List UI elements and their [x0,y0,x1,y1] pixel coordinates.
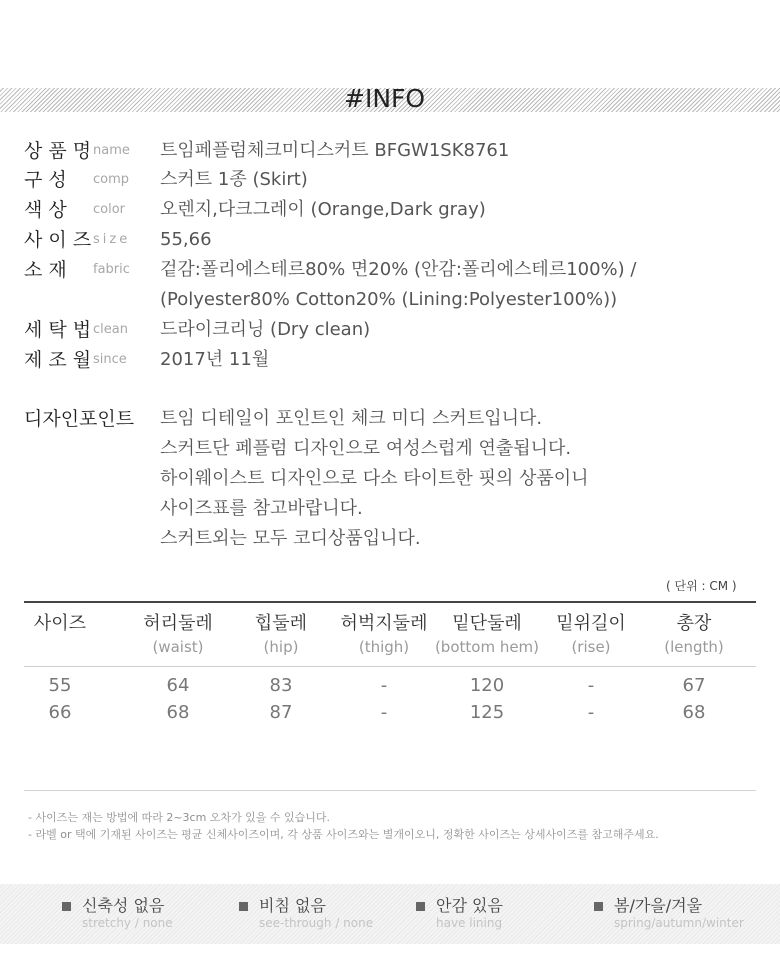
table-header-rise [531,612,651,658]
table-cell: - [380,675,388,696]
design-point-label: 디자인포인트 [24,408,135,430]
info-value: 트임페플럼체크미디스커트 BFGW1SK8761 [160,140,510,161]
section-title: #INFO [344,84,426,113]
table-cell: 83 [269,675,293,696]
design-line: 하이웨이스트 디자인으로 다소 타이트한 핏의 상품이니 [160,468,589,489]
info-label: 사 이 즈 [24,229,92,251]
feature-sub: stretchy / none [82,916,173,930]
header-ko: 힙둘레 [254,613,308,634]
table-cell: 125 [469,702,505,723]
info-sub-label: clean [93,322,128,337]
design-line: 트임 디테일이 포인트인 체크 미디 스커트입니다. [160,408,543,429]
info-sub-label: comp [93,172,130,187]
header-ko: 허벅지둘레 [340,613,428,634]
header-en: (hip) [263,638,299,656]
unit-note: ( 단위 : CM ) [666,579,737,593]
design-line: 사이즈표를 참고바랍니다. [160,498,363,519]
table-cell: - [587,702,595,723]
table-header-hip [221,612,341,658]
table-header-hem [427,612,547,658]
table-cell: 120 [469,675,505,696]
info-label: 색 상 [24,199,67,221]
info-value: 스커트 1종 (Skirt) [160,169,308,190]
feature-label: 비침 없음 [259,896,326,915]
info-value: 겉감:폴리에스테르80% 면20% (안감:폴리에스테르100%) / [160,259,637,280]
bullet-square-icon [62,902,71,911]
info-sub-label: size [93,232,131,247]
table-bottom-rule [24,790,756,791]
info-value: (Polyester80% Cotton20% (Lining:Polyester100%)) [160,289,618,310]
size-note: - 사이즈는 재는 방법에 따라 2~3cm 오차가 있을 수 있습니다. [28,811,331,824]
feature-label: 봄/가을/겨울 [614,896,703,915]
info-label: 세 탁 법 [24,319,92,341]
info-value: 55,66 [160,229,212,250]
table-cell: - [587,675,595,696]
header-en: (bottom hem) [434,638,540,656]
table-cell: 67 [682,675,706,696]
size-note: - 라벨 or 택에 기재된 사이즈는 평균 신체사이즈이며, 각 상품 사이즈와는 별개이오니, 정확한 사이즈는 상세사이즈를 참고해주세요. [28,828,659,841]
info-sub-label: fabric [93,262,130,277]
info-label: 상 품 명 [24,140,92,162]
table-top-rule [24,601,756,603]
info-sub-label: name [93,143,130,158]
design-line: 스커트단 페플럼 디자인으로 여성스럽게 연출됩니다. [160,438,572,459]
design-line: 스커트외는 모두 코디상품입니다. [160,528,421,549]
feature-sub: see-through / none [259,916,374,930]
table-cell: 68 [166,702,190,723]
table-cell: 55 [48,675,72,696]
info-sub-label: since [93,352,127,367]
info-sub-label: color [93,202,126,217]
header-en: (waist) [152,638,204,656]
header-en: (thigh) [358,638,410,656]
table-header-size [0,612,120,636]
info-value: 오렌지,다크그레이 (Orange,Dark gray) [160,199,486,220]
table-cell: 64 [166,675,190,696]
bullet-square-icon [594,902,603,911]
bullet-square-icon [416,902,425,911]
bullet-square-icon [239,902,248,911]
info-label: 소 재 [24,259,67,281]
header-ko: 총장 [676,613,712,634]
info-label: 구 성 [24,169,67,191]
table-cell: 66 [48,702,72,723]
info-value: 드라이크리닝 (Dry clean) [160,319,371,340]
table-header-waist [118,612,238,658]
header-ko: 밑단둘레 [452,613,522,634]
table-cell: 87 [269,702,293,723]
table-cell: 68 [682,702,706,723]
header-en: (length) [664,638,724,656]
feature-label: 신축성 없음 [82,896,165,915]
table-header-rule [24,666,756,667]
header-en: (rise) [571,638,611,656]
info-label: 제 조 월 [24,349,92,371]
table-cell: - [380,702,388,723]
table-header-thigh [324,612,444,658]
feature-sub: have lining [436,916,503,930]
header-ko: 밑위길이 [556,613,626,634]
header-ko: 허리둘레 [143,613,213,634]
info-value: 2017년 11월 [160,349,270,370]
feature-sub: spring/autumn/winter [614,916,744,930]
table-header-length [634,612,754,658]
header-ko: 사이즈 [33,613,87,634]
feature-label: 안감 있음 [436,896,503,915]
